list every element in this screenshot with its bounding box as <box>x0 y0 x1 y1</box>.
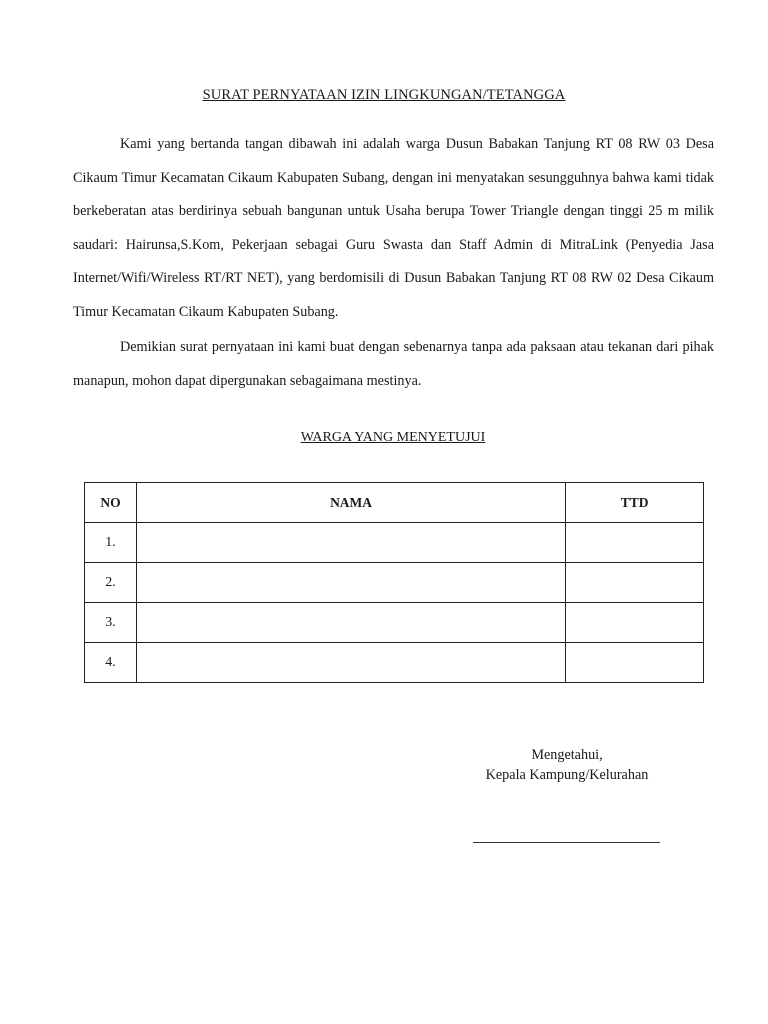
signoff-line1: Mengetahui, <box>531 747 603 763</box>
row-number: 1. <box>85 523 137 563</box>
table-row <box>85 603 704 643</box>
statement-paragraph: Kami yang bertanda tangan dibawah ini adalah warga Dusun Babakan Tanjung RT 08 RW 03 Desa Cikaum Timur Kecamatan Cikaum Kabupaten Subang, dengan ini menyatakan sesungguhnya bahwa kami tidak berkeberatan atas berdirinya sebuah bangunan untuk Usaha berupa Tower Triangle dengan tinggi 25 m milik saudari: Hairunsa,S.Kom, Pekerjaan sebagai Guru Swasta dan Staff Admin di MitraLink (Penyedia Jasa Internet/Wifi/Wireless RT/RT NET), yang berdomisili di Dusun Babakan Tanjung RT 08 RW 02 Desa Cikaum Timur Kecamatan Cikaum Kabupaten Subang. <box>73 136 714 320</box>
row-number: 2. <box>85 563 137 603</box>
signoff-block <box>467 745 667 785</box>
row-name-cell <box>136 603 565 643</box>
document-title: SURAT PERNYATAAN IZIN LINGKUNGAN/TETANGGA <box>202 87 566 103</box>
table-row <box>85 643 704 683</box>
signature-line <box>473 842 660 843</box>
table-title: WARGA YANG MENYETUJUI <box>300 430 486 445</box>
row-signature-cell <box>566 603 704 643</box>
approval-table <box>84 482 704 683</box>
header-ttd: TTD <box>566 483 704 523</box>
row-signature-cell <box>566 643 704 683</box>
table-header-row <box>85 483 704 523</box>
closing-paragraph: Demikian surat pernyataan ini kami buat dengan sebenarnya tanpa ada paksaan atau tekanan dari pihak manapun, mohon dapat dipergunakan sebagaimana mestinya. <box>73 339 714 389</box>
row-name-cell <box>136 643 565 683</box>
row-signature-cell <box>566 523 704 563</box>
table-row <box>85 523 704 563</box>
row-number: 3. <box>85 603 137 643</box>
header-nama: NAMA <box>136 483 565 523</box>
header-no: NO <box>85 483 137 523</box>
row-name-cell <box>136 563 565 603</box>
signoff-line2: Kepala Kampung/Kelurahan <box>485 767 649 783</box>
row-name-cell <box>136 523 565 563</box>
table-row <box>85 563 704 603</box>
row-signature-cell <box>566 563 704 603</box>
row-number: 4. <box>85 643 137 683</box>
